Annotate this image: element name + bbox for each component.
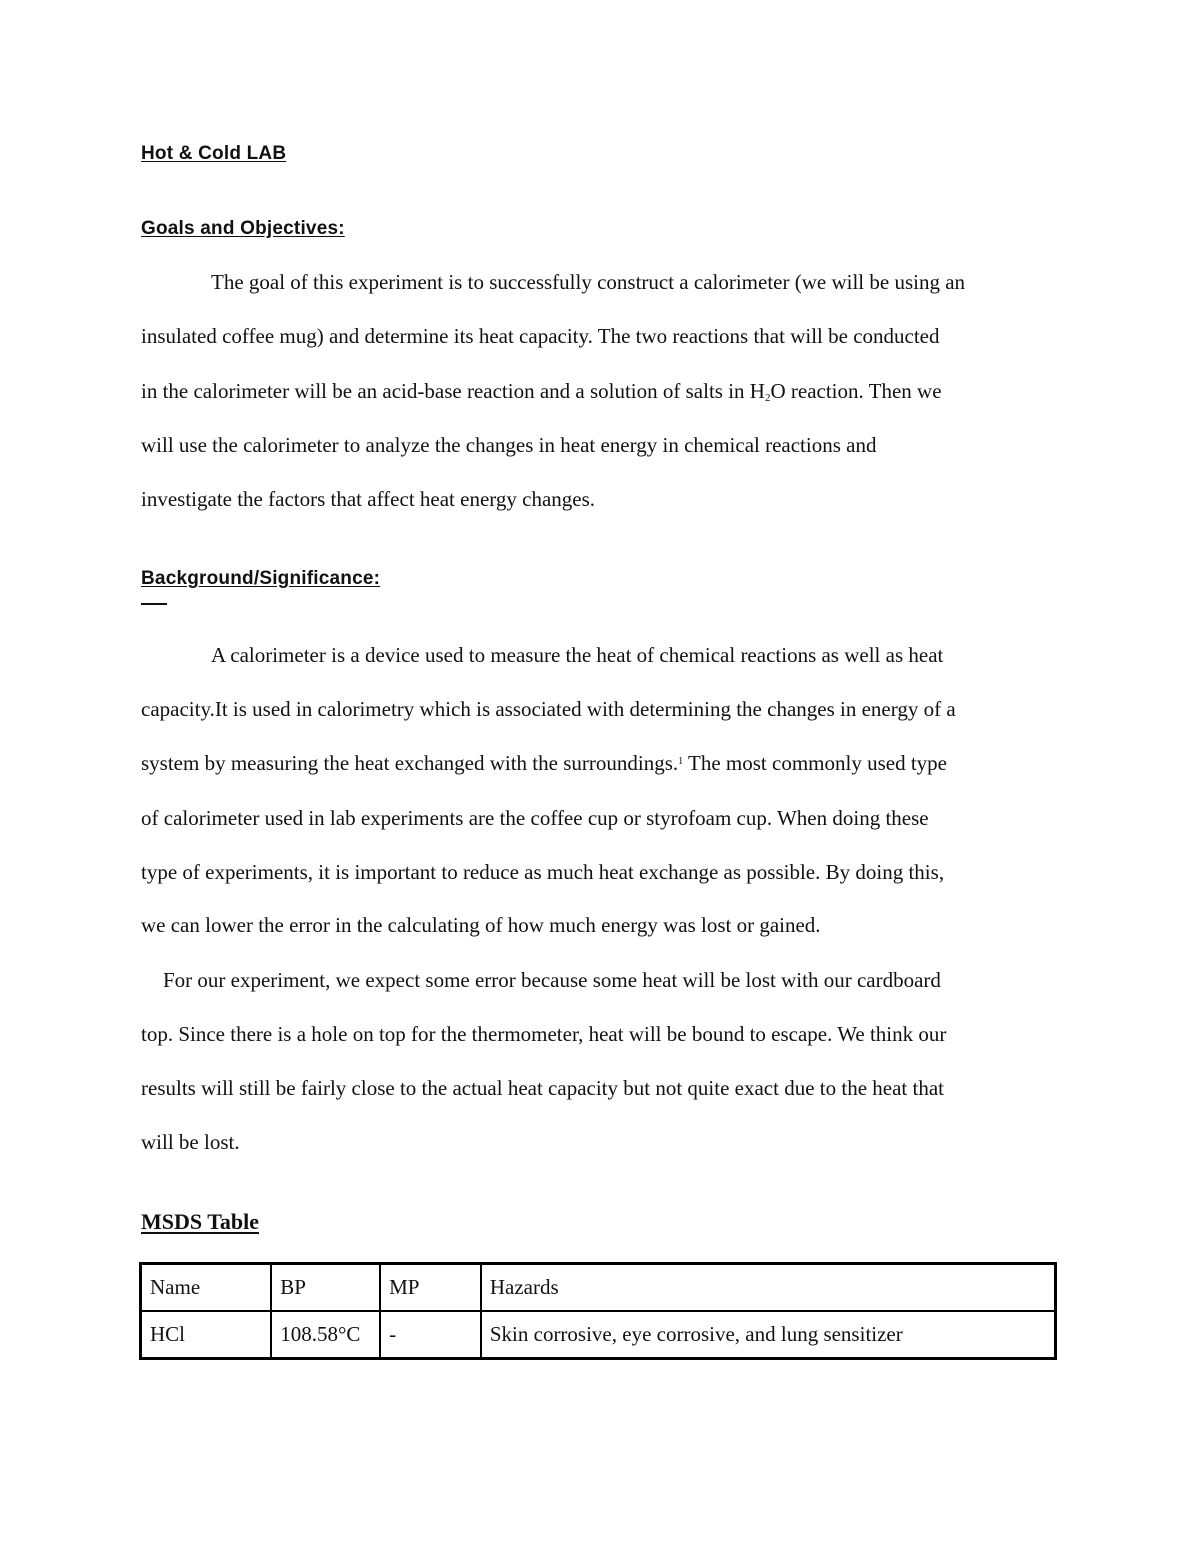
cell-hazards: Skin corrosive, eye corrosive, and lung sensitizer: [481, 1311, 1056, 1359]
goals-heading: Goals and Objectives:: [141, 218, 345, 239]
background-line-1: A calorimeter is a device used to measure the heat of chemical reactions as well as heat: [211, 643, 944, 667]
background-line-5: type of experiments, it is important to reduce as much heat exchange as possible. By doing this,: [141, 860, 945, 884]
background-line-3-text-b: The most commonly used type: [683, 751, 947, 775]
background-line-4: of calorimeter used in lab experiments are the coffee cup or styrofoam cup. When doing these: [141, 806, 929, 830]
goals-line-1: The goal of this experiment is to successfully construct a calorimeter (we will be using an: [211, 270, 966, 294]
footnote-marker: 1: [678, 756, 684, 767]
goals-line-5: investigate the factors that affect heat energy changes.: [141, 487, 596, 511]
table-row: [141, 1311, 1056, 1359]
header-cell-name: Name: [141, 1264, 272, 1312]
header-cell-bp: BP: [271, 1264, 380, 1312]
background-line-10: will be lost.: [141, 1130, 240, 1154]
horizontal-rule: [141, 603, 167, 605]
background-line-6: we can lower the error in the calculating of how much energy was lost or gained.: [141, 913, 821, 937]
header-cell-hazards: Hazards: [481, 1264, 1056, 1312]
cell-mp: -: [380, 1311, 481, 1359]
table-header-row: [141, 1264, 1056, 1312]
goals-line-4: will use the calorimeter to analyze the changes in heat energy in chemical reactions and: [141, 433, 877, 457]
subscript-2: 2: [764, 392, 771, 404]
header-cell-mp: MP: [380, 1264, 481, 1312]
background-heading: Background/Significance:: [141, 568, 381, 589]
document-title: Hot & Cold LAB: [141, 143, 287, 164]
background-line-3: [141, 751, 947, 776]
background-line-9: results will still be fairly close to the actual heat capacity but not quite exact due to the heat that: [141, 1076, 944, 1100]
background-line-3-text-a: system by measuring the heat exchanged with the surroundings.: [141, 751, 679, 775]
goals-line-3: [141, 379, 942, 404]
goals-line-2: insulated coffee mug) and determine its heat capacity. The two reactions that will be conducted: [141, 324, 940, 348]
msds-table: [139, 1262, 1057, 1360]
cell-name: HCl: [141, 1311, 272, 1359]
background-line-8: top. Since there is a hole on top for the thermometer, heat will be bound to escape. We think our: [141, 1022, 947, 1046]
cell-bp: 108.58°C: [271, 1311, 380, 1359]
background-line-2: capacity.It is used in calorimetry which is associated with determining the changes in energy of a: [141, 697, 956, 721]
goals-line-3-text-a: in the calorimeter will be an acid-base reaction and a solution of salts in H: [141, 379, 765, 403]
goals-line-3-text-b: O reaction. Then we: [770, 379, 942, 403]
background-line-7: For our experiment, we expect some error because some heat will be lost with our cardboard: [163, 968, 941, 992]
msds-heading: MSDS Table: [141, 1209, 259, 1234]
